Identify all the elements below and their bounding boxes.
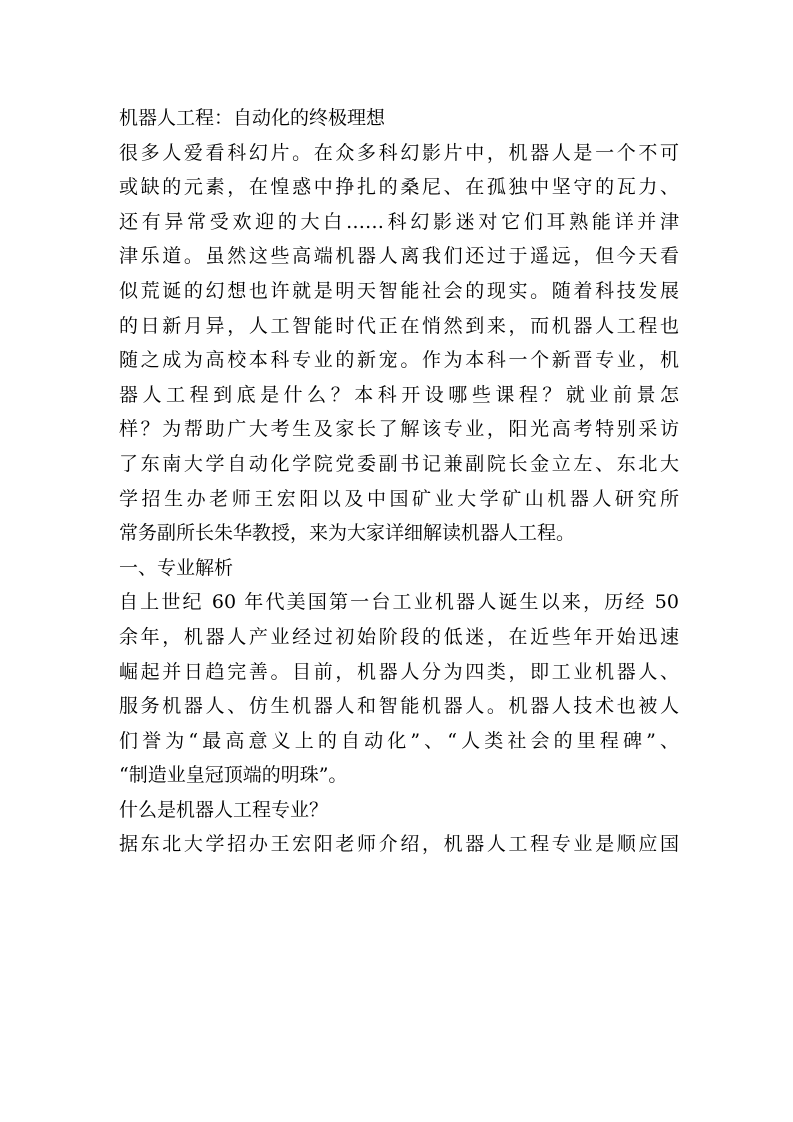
paragraph-line: 自上世纪 60 年代美国第一台工业机器人诞生以来，历经 50 [119,591,679,614]
paragraph-line: 崛起并日趋完善。目前，机器人分为四类，即工业机器人、 [119,660,679,683]
question-heading: 什么是机器人工程专业？ [119,798,329,821]
paragraph-line: 还有异常受欢迎的大白……科幻影迷对它们耳熟能详并津 [119,210,679,233]
paragraph-line: 们誉为“最高意义上的自动化”、“人类社会的里程碑”、 [119,729,679,752]
document-title: 机器人工程：自动化的终极理想 [119,107,386,129]
paragraph-line: 常务副所长朱华教授，来为大家详细解读机器人工程。 [119,522,576,545]
paragraph-line: “制造业皇冠顶端的明珠”。 [119,764,348,787]
paragraph-line: 随之成为高校本科专业的新宠。作为本科一个新晋专业，机 [119,349,679,372]
paragraph-line: 服务机器人、仿生机器人和智能机器人。机器人技术也被人 [119,695,679,718]
paragraph-line: 学招生办老师王宏阳以及中国矿业大学矿山机器人研究所 [119,487,679,510]
paragraph-line: 样？为帮助广大考生及家长了解该专业，阳光高考特别采访 [119,418,679,441]
document-body [119,101,679,862]
paragraph-line: 据东北大学招办王宏阳老师介绍，机器人工程专业是顺应国 [119,833,679,856]
paragraph-line: 器人工程到底是什么？本科开设哪些课程？就业前景怎 [119,383,679,406]
paragraph-line: 似荒诞的幻想也许就是明天智能社会的现实。随着科技发展 [119,279,679,302]
paragraph-line: 津乐道。虽然这些高端机器人离我们还过于遥远，但今天看 [119,245,679,268]
paragraph-line: 了东南大学自动化学院党委副书记兼副院长金立左、东北大 [119,452,679,475]
paragraph-line: 很多人爱看科幻片。在众多科幻影片中，机器人是一个不可 [119,141,679,164]
paragraph-line: 或缺的元素，在惶惑中挣扎的桑尼、在孤独中坚守的瓦力、 [119,176,679,199]
paragraph-line: 余年，机器人产业经过初始阶段的低迷，在近些年开始迅速 [119,625,679,648]
section-heading: 一、专业解析 [119,556,234,579]
paragraph-line: 的日新月异，人工智能时代正在悄然到来，而机器人工程也 [119,314,679,337]
